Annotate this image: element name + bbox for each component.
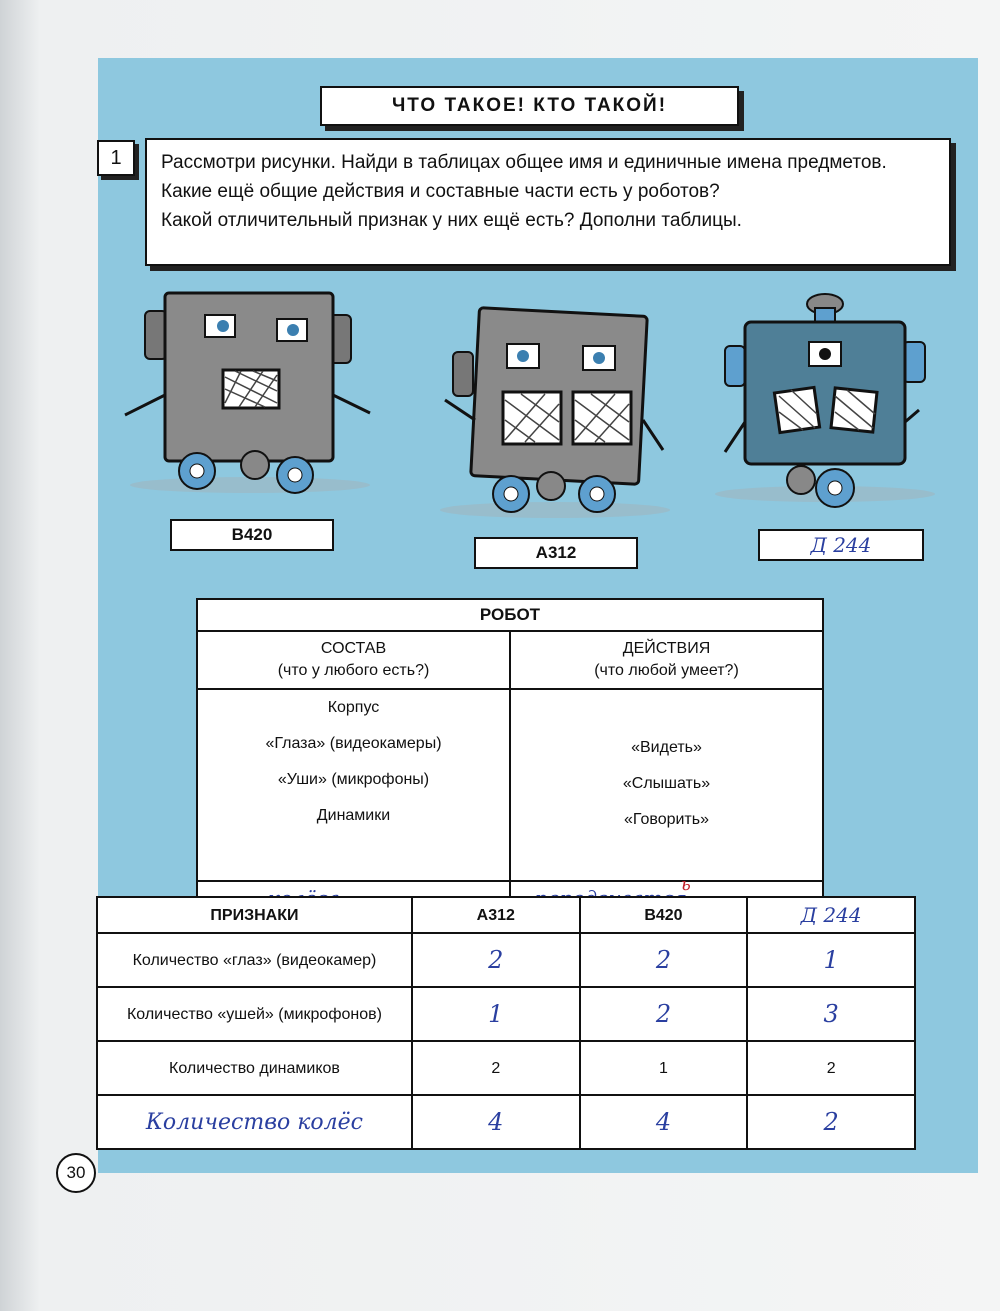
- signs-header: ПРИЗНАКИ: [97, 897, 412, 933]
- value-cell: 4: [580, 1095, 748, 1149]
- signs-table: [96, 896, 916, 1150]
- page-title: ЧТО ТАКОЕ! КТО ТАКОЙ!: [320, 86, 739, 126]
- value-cell: 2: [747, 1041, 915, 1095]
- value-cell: 4: [412, 1095, 580, 1149]
- table-row: [97, 1095, 915, 1149]
- robot-d244-illustration: [705, 282, 945, 514]
- sign-label-handwritten: Количество колёс: [97, 1095, 412, 1149]
- part-item: «Глаза» (видеокамеры): [265, 735, 442, 752]
- task-number: 1: [97, 140, 135, 176]
- composition-list: [197, 689, 510, 881]
- task-line-3: Какой отличительный признак у них ещё есть? Дополни таблицы.: [161, 210, 742, 231]
- value-cell: 2: [580, 933, 748, 987]
- value-cell: 2: [580, 987, 748, 1041]
- part-item: Динамики: [316, 807, 391, 824]
- col-b420: B420: [580, 897, 748, 933]
- value-cell: 2: [412, 1041, 580, 1095]
- robot-label-a312: A312: [474, 537, 638, 569]
- value-cell: 1: [412, 987, 580, 1041]
- actions-title: ДЕЙСТВИЯ: [622, 640, 711, 657]
- table-row: [97, 1041, 915, 1095]
- robot-table: [196, 598, 824, 916]
- robot-label-d244: Д 244: [758, 529, 924, 561]
- composition-title: СОСТАВ: [320, 640, 387, 657]
- col-d244: Д 244: [747, 897, 915, 933]
- robot-table-header: РОБОТ: [197, 599, 823, 631]
- task-line-2: Какие ещё общие действия и составные части есть у роботов?: [161, 181, 720, 202]
- part-item: «Уши» (микрофоны): [277, 771, 430, 788]
- action-item: «Видеть»: [631, 739, 702, 756]
- composition-subtitle: (что у любого есть?): [277, 662, 430, 679]
- teacher-correction: ь: [681, 874, 691, 895]
- robot-label-b420: B420: [170, 519, 334, 551]
- robot-b420-illustration: [105, 285, 395, 505]
- value-cell: 1: [580, 1041, 748, 1095]
- part-item: Корпус: [327, 699, 380, 716]
- sign-label: Количество «ушей» (микрофонов): [97, 987, 412, 1041]
- actions-list: [510, 689, 823, 881]
- page-number: 30: [56, 1153, 96, 1193]
- col-a312: A312: [412, 897, 580, 933]
- composition-header: [197, 631, 510, 689]
- value-cell: 2: [412, 933, 580, 987]
- actions-header: [510, 631, 823, 689]
- table-row: [97, 933, 915, 987]
- value-cell: 1: [747, 933, 915, 987]
- task-text: [145, 138, 951, 266]
- robot-a312-illustration: [425, 300, 685, 525]
- task-line-1: Рассмотри рисунки. Найди в таблицах общее имя и единичные имена предметов.: [161, 152, 887, 173]
- table-row: [97, 987, 915, 1041]
- actions-subtitle: (что любой умеет?): [594, 662, 739, 679]
- sign-label: Количество «глаз» (видеокамер): [97, 933, 412, 987]
- action-item: «Слышать»: [622, 775, 711, 792]
- action-item: «Говорить»: [623, 811, 709, 828]
- value-cell: 3: [747, 987, 915, 1041]
- sign-label: Количество динамиков: [97, 1041, 412, 1095]
- value-cell: 2: [747, 1095, 915, 1149]
